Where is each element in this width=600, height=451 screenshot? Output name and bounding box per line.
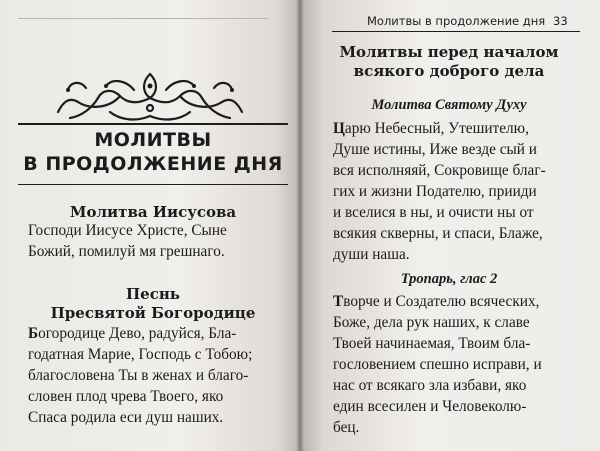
left-header-rule (18, 18, 268, 19)
prayer-first-line-text: арю Небесный, Утешителю, (344, 120, 529, 137)
book-gutter (296, 0, 304, 451)
prayer-line: и вселися в ны, и очисти ны от (333, 204, 534, 221)
prayer-line: Божий, помилуй мя грешнаго. (28, 243, 225, 260)
prayer-line: всякия скверны, и спаси, Блаже, (333, 225, 543, 242)
page-number: 33 (553, 14, 568, 28)
hymn-line: словен плод чрева Твоего, яко (28, 388, 224, 405)
right-header-rule (332, 31, 580, 32)
hymn-first-line-text: огородице Дево, радуйся, Бла- (38, 325, 237, 342)
troparion-line: Боже, дела рук наших, к славе (333, 314, 530, 331)
troparion-line: бец. (333, 419, 360, 436)
subtitle-troparion: Тропарь, глас 2 (400, 271, 498, 287)
prayer-title-jesus: Молитва Иисусова (69, 203, 237, 221)
dropcap: Б (28, 325, 39, 342)
troparion-line: гословением спешно исправи, и (333, 356, 542, 373)
troparion-first-line (333, 291, 539, 313)
running-head: Молитвы в продолжение дня (367, 14, 546, 28)
troparion-line: нас от всякаго зла избави, яко (333, 377, 527, 394)
dropcap: Т (333, 293, 344, 310)
subtitle-holy-spirit: Молитва Святому Духу (371, 97, 527, 113)
right-heading-line1: Молитвы перед началом (339, 43, 559, 61)
troparion-line: Твоей начинаемая, Твоим бла- (333, 335, 531, 352)
section-title-line2: В ПРОДОЛЖЕНИЕ ДНЯ (23, 153, 283, 175)
right-heading-line2: всякого доброго дела (353, 62, 545, 80)
troparion-line: един всесилен и Человеколю- (333, 398, 527, 415)
prayer-first-line (333, 118, 529, 140)
dropcap: Ц (333, 120, 345, 137)
title-rule-bottom (18, 184, 288, 185)
troparion-first-line-text: ворче и Создателю всяческих, (343, 293, 540, 310)
prayer-line: Господи Иисусе Христе, Сыне (28, 222, 227, 239)
section-title-line1: МОЛИТВЫ (94, 129, 212, 151)
ornament-icon (50, 68, 250, 124)
prayer-line: Душе истины, Иже везде сый и (333, 141, 537, 158)
title-rule-top (18, 123, 288, 125)
hymn-line: Спаса родила еси душ наших. (28, 409, 224, 426)
hymn-first-line (28, 323, 236, 345)
hymn-line: годатная Марие, Господь с Тобою; (28, 346, 253, 363)
hymn-title-line1: Песнь (125, 285, 180, 303)
prayer-line: души наша. (333, 246, 410, 263)
prayer-line: вся исполняяй, Сокровище благ- (333, 162, 546, 179)
hymn-line: благословена Ты в женах и благо- (28, 367, 249, 384)
prayer-line: гих и жизни Подателю, прииди (333, 183, 537, 200)
hymn-title-line2: Пресвятой Богородице (50, 304, 256, 322)
